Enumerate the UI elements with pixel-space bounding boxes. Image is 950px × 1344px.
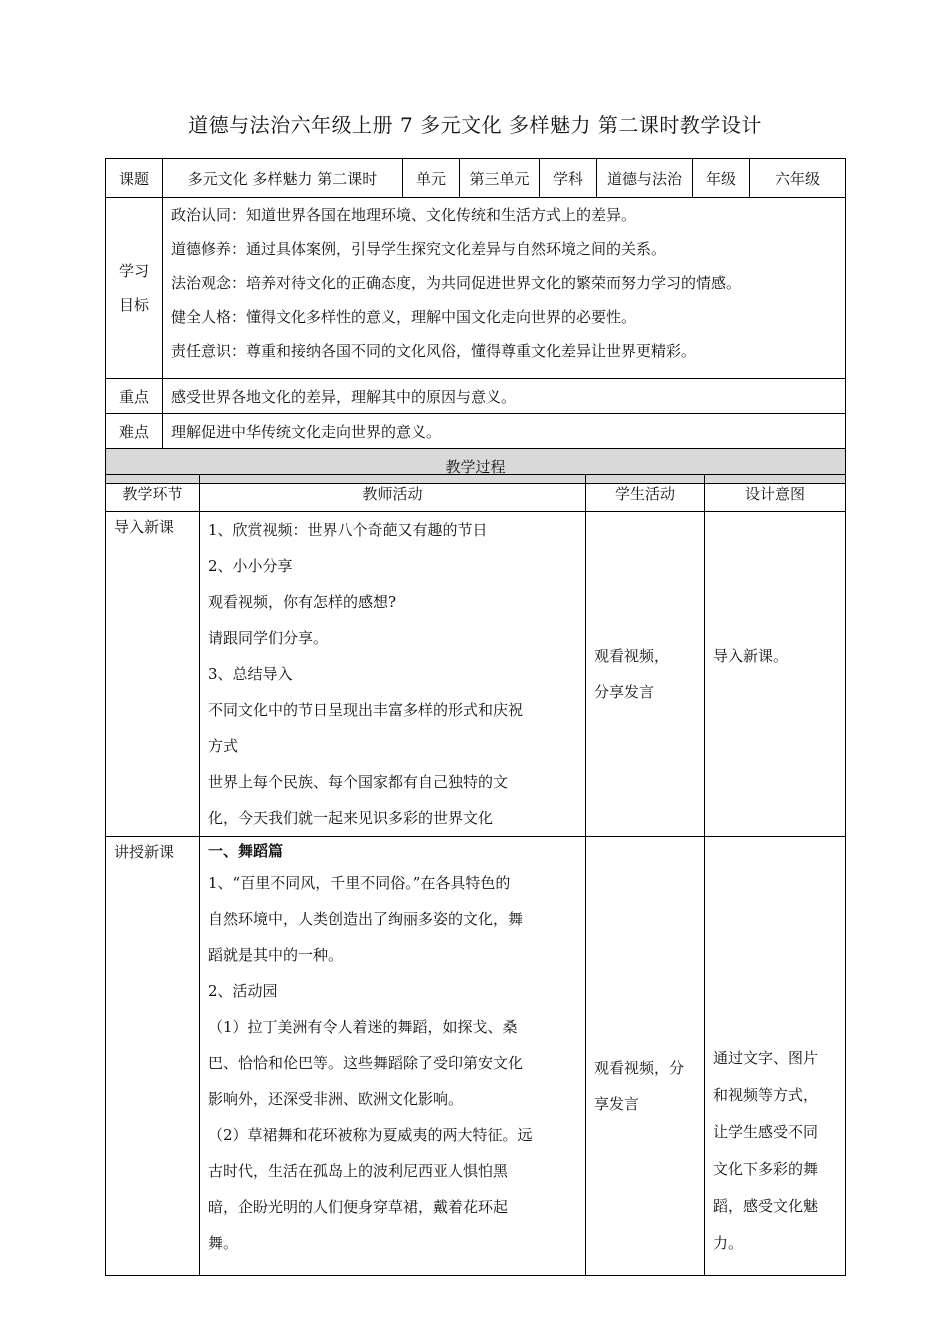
intent-line: 通过文字、图片	[713, 1049, 819, 1067]
header-student: 学生活动	[586, 475, 705, 512]
grade-value: 六年级	[750, 159, 846, 198]
design-intent-lecture	[705, 837, 846, 1276]
header-stage: 教学环节	[106, 475, 200, 512]
teacher-line: 古时代，生活在孤岛上的波利尼西亚人惧怕黑	[208, 1162, 509, 1180]
teacher-line: 巴、恰恰和伦巴等。这些舞蹈除了受印第安文化	[208, 1054, 524, 1072]
student-line: 分享发言	[594, 683, 655, 701]
teacher-line: 1、欣赏视频：世界八个奇葩又有趣的节日	[208, 521, 488, 539]
process-header-row	[106, 475, 846, 512]
difficulty-row	[106, 414, 846, 449]
key-point-row	[106, 379, 846, 414]
teacher-line: 暗，企盼光明的人们便身穿草裙，戴着花环起	[208, 1198, 509, 1216]
goals-label-line-2: 目标	[118, 296, 149, 314]
teacher-line: 1、“百里不同风，千里不同俗。”在各具特色的	[208, 874, 511, 892]
goals-label	[106, 198, 163, 379]
goals-label-line-1: 学习	[118, 262, 149, 280]
difficulty-label: 难点	[106, 414, 163, 449]
unit-value: 第三单元	[460, 159, 540, 198]
key-point-label: 重点	[106, 379, 163, 414]
section-heading-dance: 一、舞蹈篇	[208, 842, 284, 860]
intent-line: 力。	[713, 1234, 744, 1252]
intent-line: 导入新课。	[713, 647, 789, 665]
teacher-line: 化，今天我们就一起来见识多彩的世界文化	[208, 809, 494, 827]
subject-label: 学科	[540, 159, 597, 198]
lesson-info-table	[105, 158, 846, 484]
teacher-line: 不同文化中的节日呈现出丰富多样的形式和庆祝	[208, 701, 524, 719]
goals-list	[163, 198, 846, 379]
student-line: 观看视频，分	[594, 1059, 685, 1077]
process-row-intro	[106, 512, 846, 837]
teaching-process-table	[105, 474, 846, 1276]
stage-lecture: 讲授新课	[106, 837, 200, 1276]
document-title: 道德与法治六年级上册 7 多元文化 多样魅力 第二课时教学设计	[188, 113, 762, 137]
goal-item: 法治观念：培养对待文化的正确态度，为共同促进世界文化的繁荣而努力学习的情感。	[171, 274, 742, 292]
header-intent: 设计意图	[705, 475, 846, 512]
design-intent-intro	[705, 512, 846, 837]
intent-line: 和视频等方式，	[713, 1086, 819, 1104]
teacher-line: 请跟同学们分享。	[208, 629, 329, 647]
teacher-line: 舞。	[208, 1234, 239, 1252]
student-line: 观看视频，	[594, 647, 670, 665]
intent-line: 文化下多彩的舞	[713, 1160, 819, 1178]
teacher-activity-intro	[200, 512, 586, 837]
goal-item: 道德修养：通过具体案例，引导学生探究文化差异与自然环境之间的关系。	[171, 240, 667, 258]
teacher-line: 2、小小分享	[208, 557, 293, 575]
subject-value: 道德与法治	[597, 159, 693, 198]
teacher-line: 蹈就是其中的一种。	[208, 946, 344, 964]
teacher-line: 方式	[208, 737, 239, 755]
header-teacher: 教师活动	[200, 475, 586, 512]
goals-row	[106, 198, 846, 379]
teacher-line: 2、活动园	[208, 982, 278, 1000]
intent-line: 蹈，感受文化魅	[713, 1197, 819, 1215]
intent-line: 让学生感受不同	[713, 1123, 819, 1141]
teacher-line: 世界上每个民族、每个国家都有自己独特的文	[208, 773, 509, 791]
teacher-line: 3、总结导入	[208, 665, 293, 683]
stage-intro: 导入新课	[106, 512, 200, 837]
grade-label: 年级	[693, 159, 750, 198]
goal-item: 政治认同：知道世界各国在地理环境、文化传统和生活方式上的差异。	[171, 206, 637, 224]
teacher-line: （2）草裙舞和花环被称为夏威夷的两大特征。远	[208, 1126, 533, 1144]
teacher-line: 影响外，还深受非洲、欧洲文化影响。	[208, 1090, 464, 1108]
topic-value: 多元文化 多样魅力 第二课时	[163, 159, 403, 198]
info-row	[106, 159, 846, 198]
student-activity-lecture	[586, 837, 705, 1276]
topic-label: 课题	[106, 159, 163, 198]
goal-item: 责任意识：尊重和接纳各国不同的文化风俗，懂得尊重文化差异让世界更精彩。	[171, 342, 697, 360]
unit-label: 单元	[403, 159, 460, 198]
process-band: 教学过程	[106, 449, 846, 484]
student-line: 享发言	[594, 1095, 640, 1113]
difficulty-value: 理解促进中华传统文化走向世界的意义。	[163, 414, 846, 449]
process-row-lecture	[106, 837, 846, 1276]
key-point-value: 感受世界各地文化的差异，理解其中的原因与意义。	[163, 379, 846, 414]
teacher-activity-lecture	[200, 837, 586, 1276]
teacher-line: 自然环境中，人类创造出了绚丽多姿的文化，舞	[208, 910, 524, 928]
teacher-line: 观看视频，你有怎样的感想?	[208, 593, 397, 611]
goal-item: 健全人格：懂得文化多样性的意义，理解中国文化走向世界的必要性。	[171, 308, 637, 326]
student-activity-intro	[586, 512, 705, 837]
teacher-line: （1）拉丁美洲有令人着迷的舞蹈，如探戈、桑	[208, 1018, 518, 1036]
